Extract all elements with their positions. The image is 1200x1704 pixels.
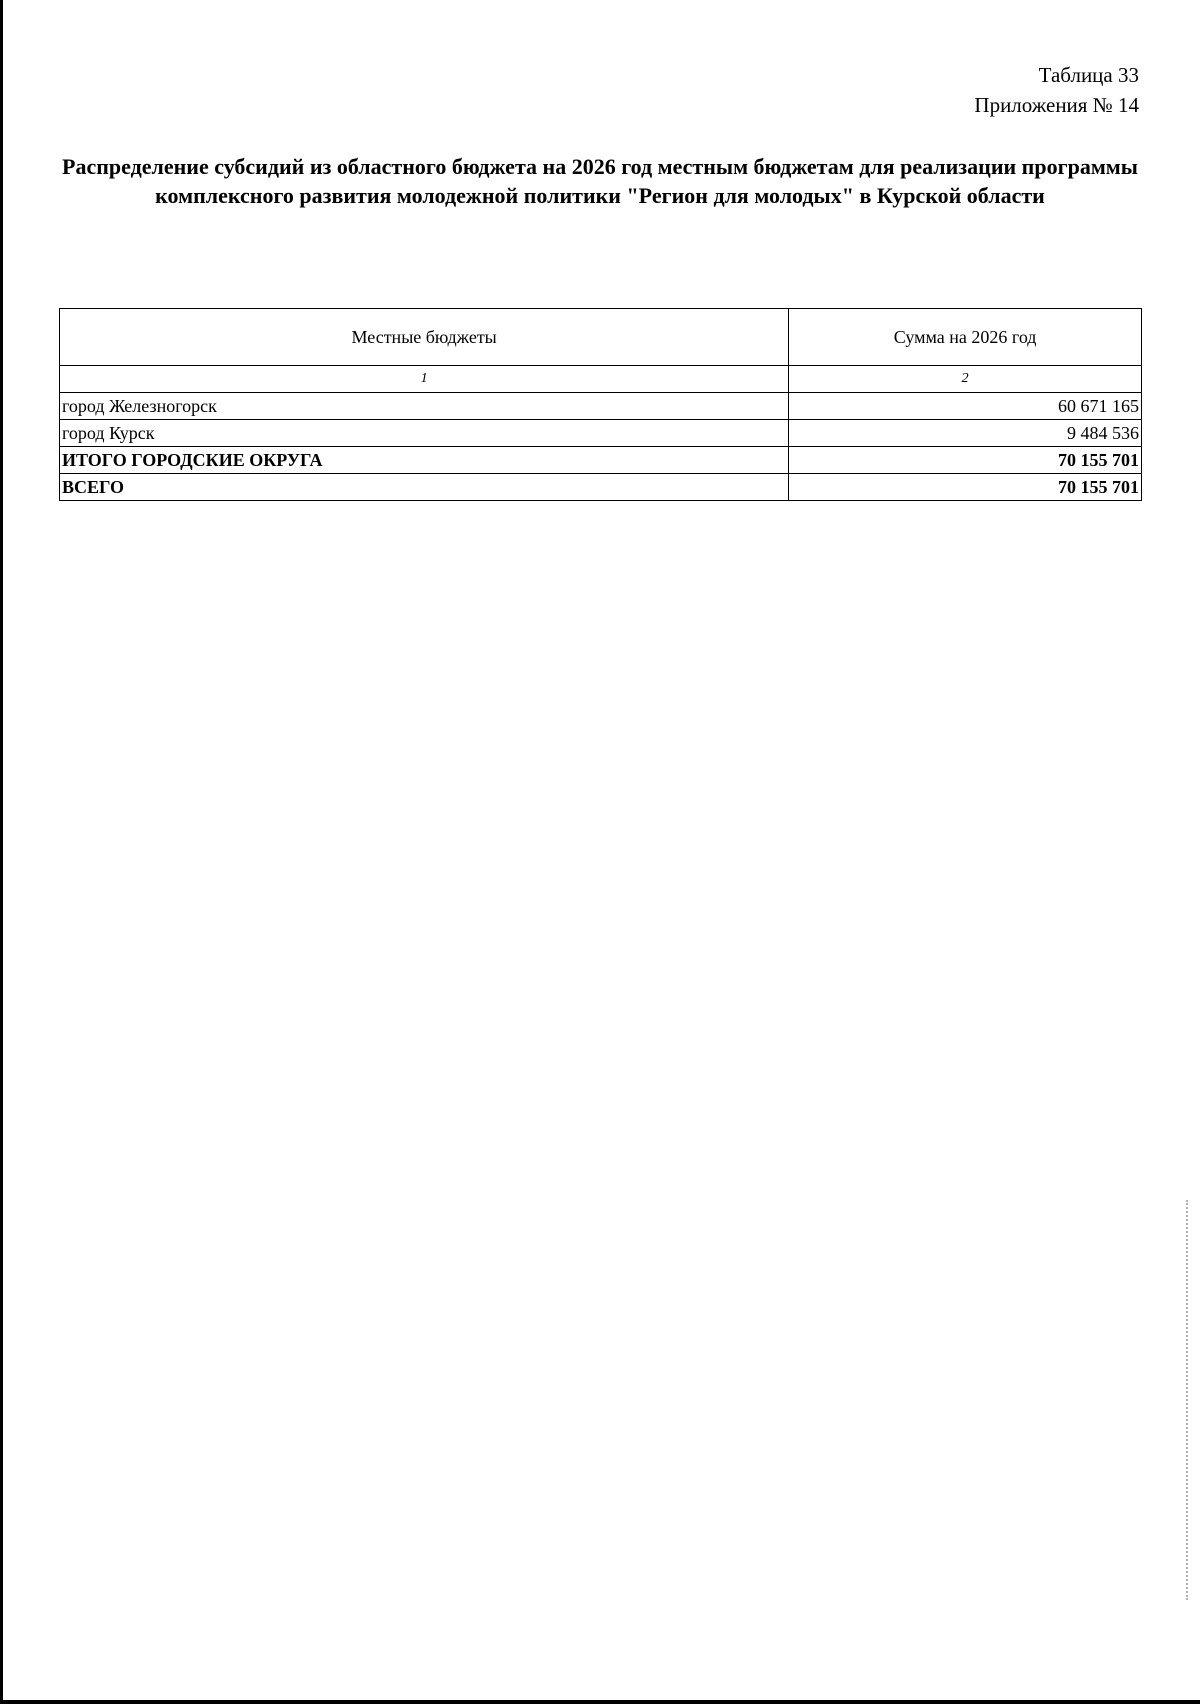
table-header-row bbox=[60, 309, 1142, 366]
document-reference bbox=[974, 60, 1139, 120]
column-number-row bbox=[60, 366, 1142, 393]
column-number-2: 2 bbox=[789, 366, 1142, 393]
document-title: Распределение субсидий из областного бюджета на 2026 год местным бюджетам для реализации программы комплексного развития молодежной политики "Регион для молодых" в Курской области bbox=[62, 154, 1138, 208]
subtotal-label: ИТОГО ГОРОДСКИЕ ОКРУГА bbox=[60, 447, 789, 474]
subsidy-table bbox=[59, 308, 1142, 501]
row-label: город Железногорск bbox=[60, 393, 789, 420]
subtotal-amount: 70 155 701 bbox=[789, 447, 1142, 474]
column-number-1: 1 bbox=[60, 366, 789, 393]
appendix-reference: Приложения № 14 bbox=[974, 93, 1139, 117]
row-label: город Курск bbox=[60, 420, 789, 447]
total-row bbox=[60, 474, 1142, 501]
row-amount: 9 484 536 bbox=[789, 420, 1142, 447]
table-row bbox=[60, 420, 1142, 447]
column-header-local-budgets: Местные бюджеты bbox=[60, 309, 789, 366]
scan-edge-right bbox=[1184, 1200, 1188, 1600]
total-label: ВСЕГО bbox=[60, 474, 789, 501]
table-row bbox=[60, 393, 1142, 420]
subtotal-row bbox=[60, 447, 1142, 474]
total-amount: 70 155 701 bbox=[789, 474, 1142, 501]
row-amount: 60 671 165 bbox=[789, 393, 1142, 420]
column-header-amount-2026: Сумма на 2026 год bbox=[789, 309, 1142, 366]
table-reference: Таблица 33 bbox=[1038, 63, 1139, 87]
scan-edge-bottom bbox=[0, 1700, 1200, 1704]
scan-edge-left bbox=[0, 0, 3, 1704]
